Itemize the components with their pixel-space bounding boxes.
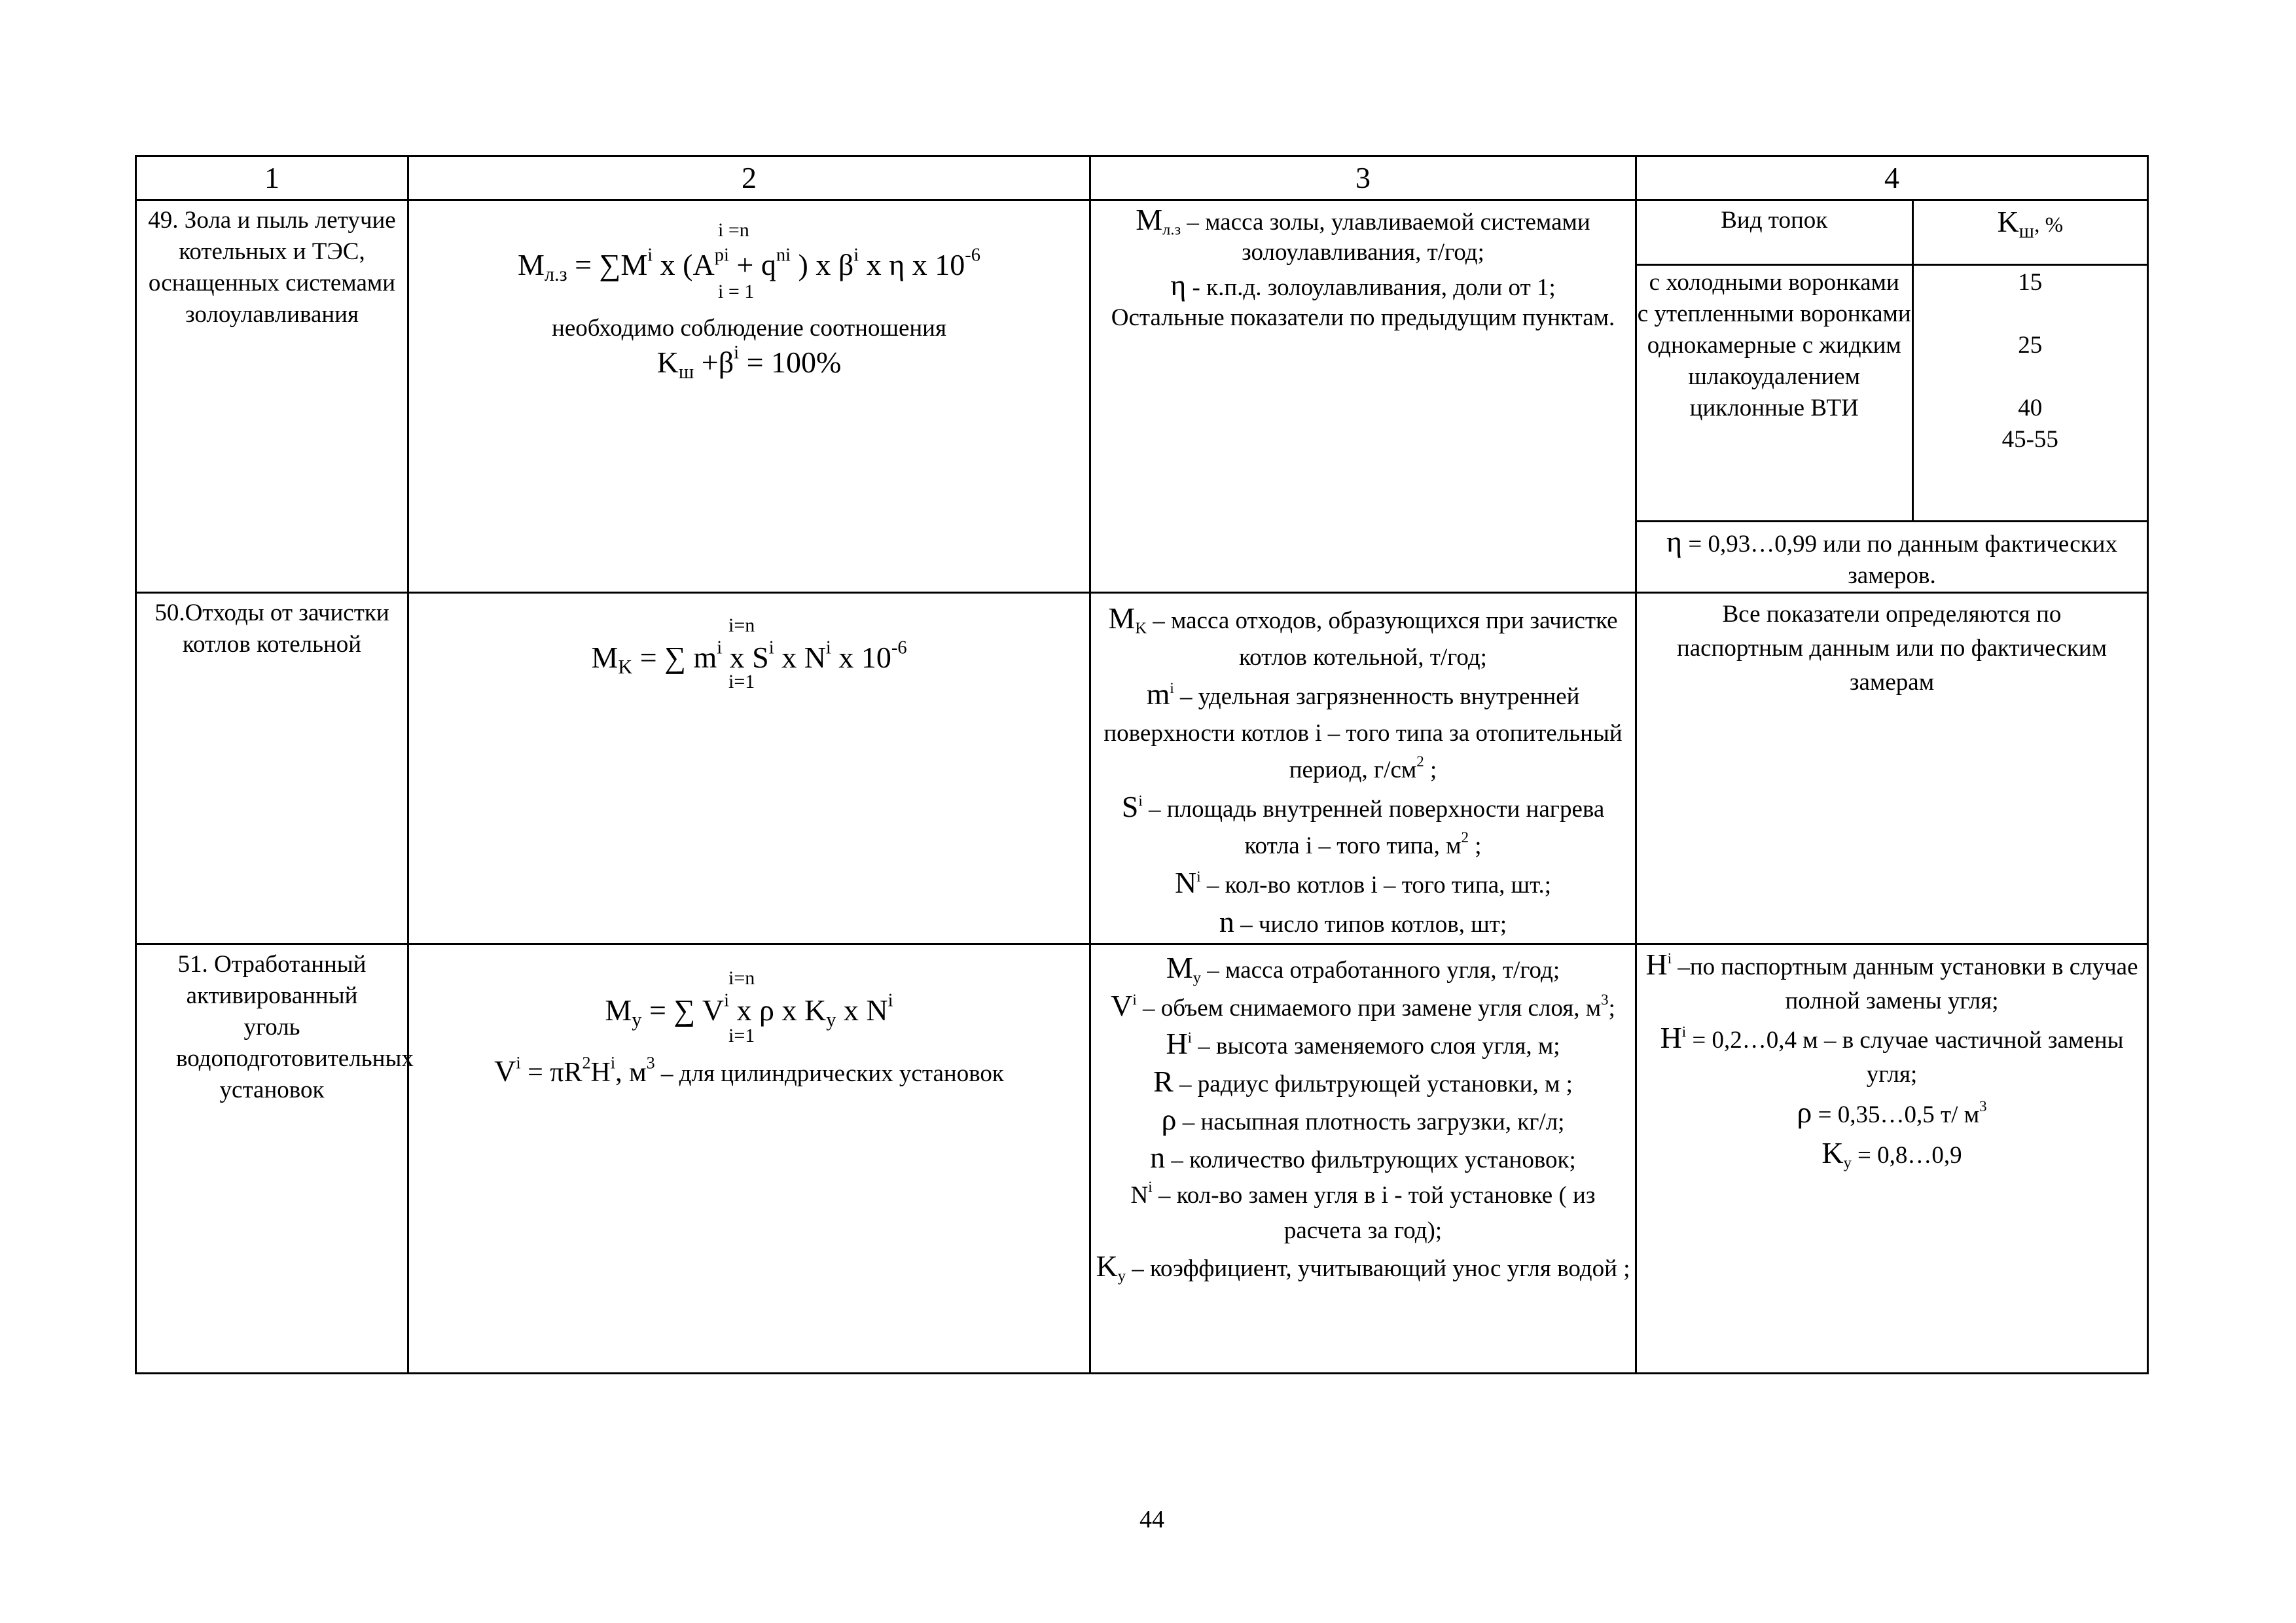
header-row [136, 156, 2148, 200]
efficiency-range: η = 0,93…0,99 или по данным фактических замеров. [1637, 521, 2147, 592]
row50-desc-types: n – число типов котлов, шт; [1219, 905, 1507, 938]
row51-note-coefficient: $K_y$ = 0,8…0,9 [1821, 1136, 1962, 1172]
row51-desc-cell [1090, 944, 1636, 1374]
row51-notes [1637, 945, 2147, 1173]
header-col-3: 3 [1090, 156, 1636, 200]
row51-name: 51. Отработанный активированный уголь водоподготовительных установок [176, 951, 414, 1103]
furnace-type-list [1637, 264, 1912, 521]
row51-desc-units: n – количество фильтрующих установок; [1150, 1141, 1576, 1174]
row49-desc-cell [1090, 200, 1636, 593]
kw-value: 15 [2018, 268, 2043, 296]
row51-volume-formula: $V^i = \pi R^2H^i$, $м^3$ – для цилиндрических установок [494, 1053, 1004, 1088]
row49-equation: $M_{л.з} = \sum M^i$ x ($A^{pi} + q^{ni}$ ) x $\beta^i$ x η x $10^{-6}$ [517, 245, 981, 286]
row51-desc-volume: $V^i$ – объем снимаемого при замене угля слоя, $м^3$; [1111, 989, 1615, 1022]
row50-desc-count: $N^i - кол-во$ котлов i – того типа, шт.; [1174, 866, 1552, 899]
row49-formula-cell [408, 200, 1090, 593]
row49-ratio: $K_ш +\beta^i = 100\%$ [656, 342, 842, 383]
row49-name: 49. Зола и пыль летучие котельных и ТЭС, оснащенных системами золоулавливания [148, 207, 396, 328]
row49-desc-mass: $M_{л.з}$ – масса золы, улавливаемой системами золоулавливания, т/год; [1136, 203, 1590, 266]
header-col-4: 4 [1636, 156, 2148, 200]
furnace-type-item: однокамерные с жидким шлакоудалением [1647, 331, 1901, 390]
row50-sum-upper-limit: i=n [728, 615, 755, 636]
row51-params-cell [1636, 944, 2148, 1374]
waste-table [135, 155, 2149, 1374]
row50-params-cell [1636, 593, 2148, 944]
row51-desc-height: $H^i$ – высота заменяемого слоя угля, м; [1166, 1027, 1560, 1060]
row51-sum-lower-limit: i=1 [728, 1025, 755, 1046]
row51-desc-replacements: $N^i - кол-во$ замен угля в i - той установке ( из расчета за год); [1130, 1178, 1596, 1244]
row50-desc-area: $S^i$ – площадь внутренней поверхности нагрева котла i – того типа, $м^2$ ; [1121, 790, 1605, 859]
row49-ratio-note: необходимо соблюдение соотношения [552, 315, 946, 342]
row50-name: 50.Отходы от зачистки котлов котельной [154, 599, 389, 658]
kw-value: 45-55 [2001, 425, 2058, 453]
row50-name-cell [136, 593, 408, 944]
table-row [136, 944, 2148, 1374]
row49-furnace-table [1637, 201, 2147, 592]
row49-desc [1091, 201, 1635, 333]
furnace-type-item: циклонные ВТИ [1689, 394, 1859, 421]
row49-params-cell [1636, 200, 2148, 593]
kw-header: $K_ш$, % [1912, 201, 2147, 264]
row51-desc-mass: $M_y$ – масса отработанного угля, т/год; [1166, 951, 1560, 987]
row49-formula [409, 201, 1089, 302]
furnace-type-header: Вид топок [1721, 207, 1828, 234]
row51-name-cell [136, 944, 414, 1374]
row51-desc-density: ρ – насыпная плотность загрузки, кг/л; [1161, 1103, 1565, 1136]
row49-sum-lower-limit: i = 1 [718, 281, 755, 302]
row51-formula [409, 945, 1089, 1053]
row50-desc-cell [1090, 593, 1636, 944]
row51-note-height-partial: $H^i$ = 0,2…0,4 м – в случае частичной замены угля; [1660, 1021, 2124, 1088]
table-row [136, 200, 2148, 593]
row50-formula [409, 594, 1089, 711]
row50-desc-mass: $M_K$ – масса отходов, образующихся при зачистке котлов котельной, т/год; [1108, 601, 1618, 671]
row50-sum-lower-limit: i=1 [728, 671, 755, 692]
row51-note-height-full: $H^i$ –по паспортным данным установки в случае полной замены угля; [1645, 948, 2138, 1014]
row50-note: Все показатели определяются по паспортным данным или по фактическим замерам [1676, 601, 2108, 696]
row51-note-density: ρ = 0,35…0,5 т/ $м^3$ [1797, 1096, 1987, 1129]
row50-desc [1091, 594, 1635, 943]
row49-desc-other: Остальные показатели по предыдущим пунктам. [1111, 304, 1615, 331]
kw-value: 40 [2018, 394, 2043, 421]
row49-sum-upper-limit: i =n [718, 219, 749, 241]
header-col-2: 2 [408, 156, 1090, 200]
row51-formula-cell [408, 944, 1090, 1374]
kw-value-list [1912, 264, 2147, 521]
table-row [136, 593, 2148, 944]
kw-value: 25 [2018, 331, 2043, 359]
row50-equation: $M_K$ = ∑ $m^i$ x $S^i$ x $N^i$ x $10^{-6}$ [591, 637, 907, 679]
row49-desc-efficiency: η - к.п.д. золоулавливания, доли от 1; [1170, 268, 1556, 302]
furnace-type-item: с холодными воронками [1649, 268, 1899, 296]
header-col-1: 1 [136, 156, 408, 200]
row50-formula-cell [408, 593, 1090, 944]
furnace-type-item: с утепленными воронками [1637, 300, 1911, 327]
row50-desc-contamination: $m^i$ – удельная загрязненность внутренней поверхности котлов i – того типа за отопительный период, $г/см^2$ ; [1103, 677, 1623, 783]
page-number: 44 [1139, 1506, 1164, 1533]
row49-name-cell [136, 200, 408, 593]
row51-equation: $M_y$ = ∑ $V^i$ x ρ x $K_y$ x $N^i$ [605, 990, 893, 1031]
row51-sum-upper-limit: i=n [728, 967, 755, 989]
row51-desc [1091, 945, 1635, 1287]
row51-desc-radius: R – радиус фильтрующей установки, м ; [1153, 1065, 1573, 1098]
row51-desc-carryover: $K_y$ – коэффициент, учитывающий унос угля водой ; [1096, 1249, 1630, 1285]
